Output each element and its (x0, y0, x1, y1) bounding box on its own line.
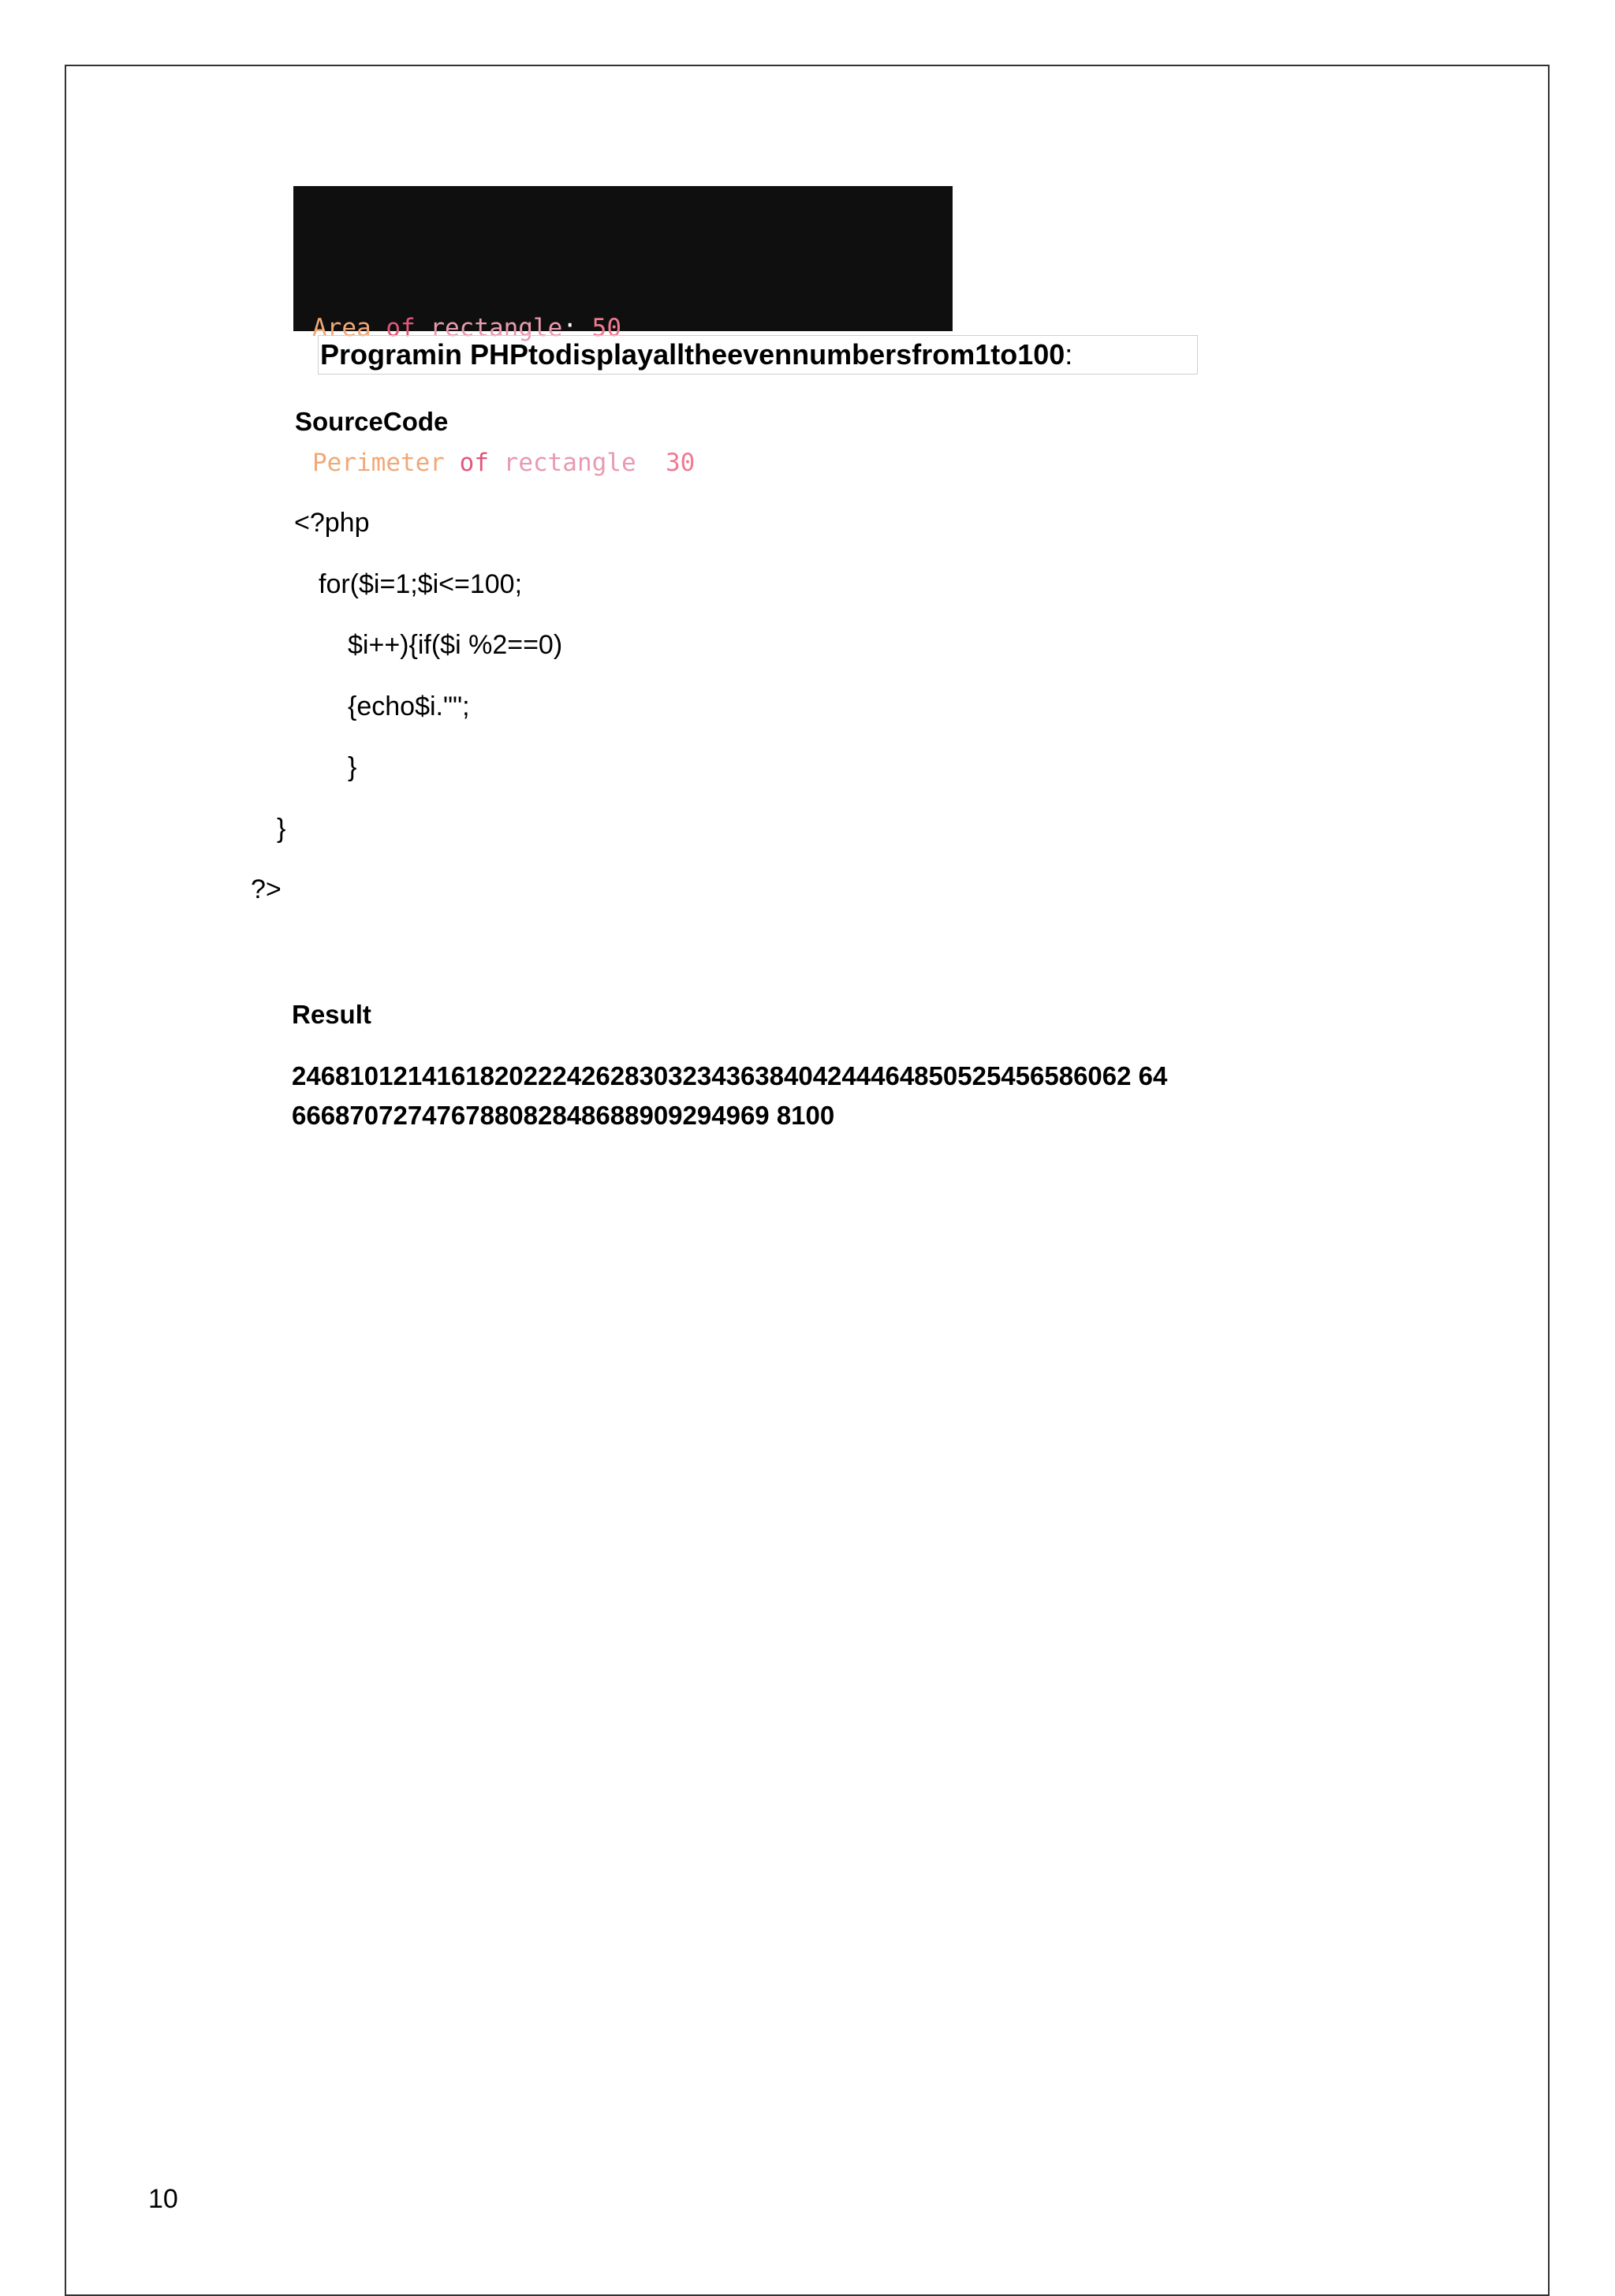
program-heading-colon: : (1065, 338, 1073, 371)
terminal-value: 30 (665, 449, 696, 477)
code-line: } (277, 814, 286, 844)
program-heading (318, 335, 1198, 375)
terminal-keyword: of (386, 314, 416, 342)
result-label: Result (292, 1000, 371, 1029)
terminal-keyword: Perimeter (312, 449, 445, 477)
terminal-word: rectangle (430, 314, 563, 342)
terminal-keyword: of (459, 449, 489, 477)
result-line: 2468101214161820222426283032343638404244464850525456586062 64 (292, 1061, 1168, 1090)
code-line: for($i=1;$i<=100; (319, 569, 523, 599)
terminal-line-perimeter (312, 441, 953, 486)
program-heading-text: Programin PHPtodisplayalltheevennumbersfrom1to100 (320, 338, 1065, 371)
code-line: ?> (251, 874, 282, 904)
result-line: 666870727476788082848688909294969 8100 (292, 1101, 835, 1130)
code-line: <?php (294, 508, 370, 538)
code-line: {echo$i.""; (348, 691, 470, 721)
terminal-colon: : (636, 449, 651, 477)
terminal-value: 50 (591, 314, 621, 342)
code-line: $i++){if($i %2==0) (348, 630, 563, 660)
code-line: } (348, 752, 357, 782)
terminal-colon: : (562, 314, 577, 342)
page-number: 10 (148, 2184, 178, 2214)
source-code-label: SourceCode (295, 407, 449, 436)
result-output (292, 1057, 1167, 1135)
terminal-keyword: Area (312, 314, 371, 342)
terminal-word: rectangle (503, 449, 636, 477)
